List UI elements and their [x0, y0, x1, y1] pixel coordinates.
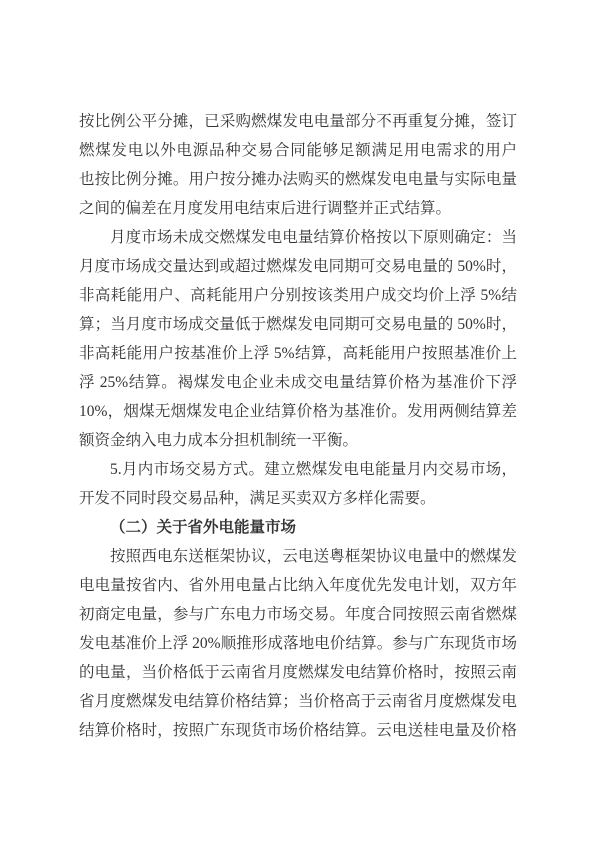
- document-line: 初商定电量，参与广东电力市场交易。年度合同按照云南省燃煤: [79, 606, 517, 623]
- document-line: 省月度燃煤发电结算价格结算；当价格高于云南省月度燃煤发电: [79, 693, 517, 710]
- section-heading: （二）关于省外电能量市场: [110, 519, 297, 536]
- document-line: 燃煤发电以外电源品种交易合同能够足额满足用电需求的用户: [79, 142, 517, 159]
- document-line: 月度市场成交量达到或超过燃煤发电同期可交易电量的 50%时，: [79, 258, 517, 275]
- document-line: 的电量，当价格低于云南省月度燃煤发电结算价格时，按照云南: [79, 664, 517, 681]
- document-line: 电电量按省内、省外用电量占比纳入年度优先发电计划，双方年: [79, 577, 517, 594]
- document-line: 结算价格时，按照广东现货市场价格结算。云电送桂电量及价格: [79, 722, 517, 739]
- document-line: 10%，烟煤无烟煤发电企业结算价格为基准价。发用两侧结算差: [79, 403, 517, 420]
- document-line: 月度市场未成交燃煤发电电量结算价格按以下原则确定：当: [110, 229, 517, 246]
- document-line: 开发不同时段交易品种，满足买卖双方多样化需要。: [79, 490, 436, 507]
- document-line: 算；当月度市场成交量低于燃煤发电同期可交易电量的 50%时，: [79, 316, 517, 333]
- document-line: 也按比例分摊。用户按分摊办法购买的燃煤发电电量与实际电量: [79, 171, 517, 188]
- document-line: 按照西电东送框架协议，云电送粤框架协议电量中的燃煤发: [110, 548, 517, 565]
- document-line: 发电基准价上浮 20%顺推形成落地电价结算。参与广东现货市场: [79, 635, 517, 652]
- document-line: 非高耗能用户、高耗能用户分别按该类用户成交均价上浮 5%结: [79, 287, 517, 304]
- document-line: 按比例公平分摊，已采购燃煤发电电量部分不再重复分摊，签订: [79, 113, 517, 130]
- document-line: 浮 25%结算。褐煤发电企业未成交电量结算价格为基准价下浮: [79, 374, 517, 391]
- document-line: 额资金纳入电力成本分担机制统一平衡。: [79, 432, 359, 449]
- document-line: 5.月内市场交易方式。建立燃煤发电电能量月内交易市场，: [110, 461, 517, 478]
- document-body: [79, 107, 517, 745]
- document-line: 之间的偏差在月度发用电结束后进行调整并正式结算。: [79, 200, 452, 217]
- document-line: 非高耗能用户按基准价上浮 5%结算，高耗能用户按照基准价上: [79, 345, 517, 362]
